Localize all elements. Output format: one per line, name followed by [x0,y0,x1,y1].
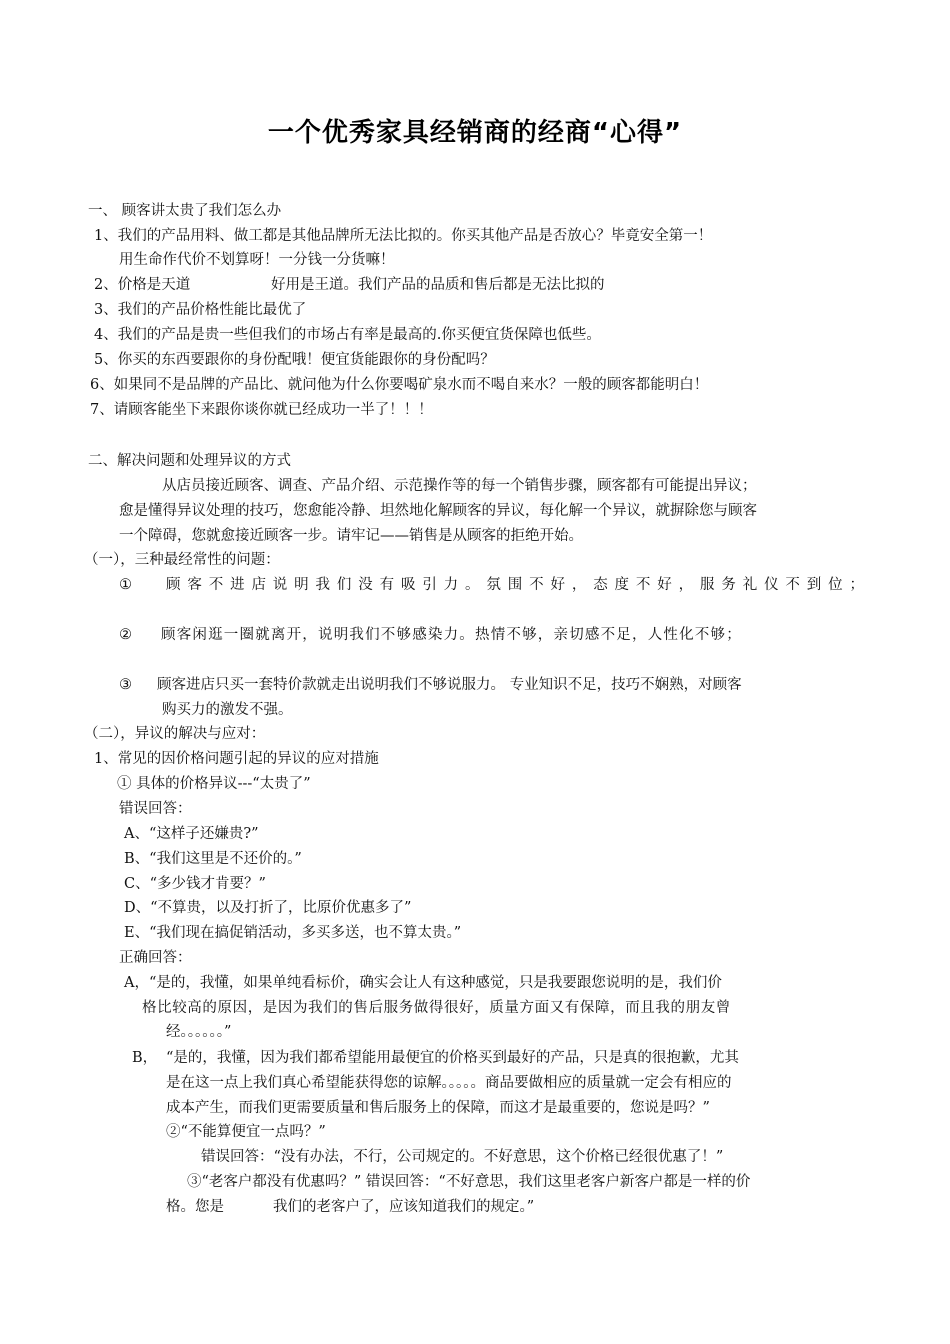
right-answers-label: 正确回答： [119,950,192,966]
section-2-intro-1: 从店员接近顾客、调查、产品介绍、示范操作等的每一个销售步骤，顾客都有可能提出异议； [162,478,757,494]
measure-2-wrong-answer: 错误回答：“没有办法，不行，公司规定的。不好意思，这个价格已经很优惠了！” [201,1149,724,1165]
measure-1-objection: ① 具体的价格异议---“太贵了” [117,776,311,792]
right-answer-a-cont-1: 格比较高的原因，是因为我们的售后服务做得很好，质量方面又有保障，而且我的朋友曾 [142,1000,731,1016]
section-2-heading: 二、解决问题和处理异议的方式 [88,453,291,469]
section-1-item-6: 6、如果同不是品牌的产品比、就问他为什么你要喝矿泉水而不喝自来水？一般的顾客都能明白！ [90,377,709,393]
problem-2-number: ② [119,627,132,643]
problem-3-text: 顾客进店只买一套特价款就走出说明我们不够说服力。 专业知识不足，技巧不娴熟，对顾客 [157,677,742,693]
right-answer-a-cont-2: 经。。。。。。” [166,1024,232,1040]
wrong-answer-e: E、“我们现在搞促销活动，多买多送，也不算太贵。” [124,925,462,941]
section-1-item-1-cont: 用生命作代价不划算呀！一分钱一分货嘛！ [119,252,395,268]
measure-3-objection: ③“老客户都没有优惠吗？” 错误回答：“不好意思，我们这里老客户新客户都是一样的价 [187,1174,751,1190]
section-1-item-7: 7、请顾客能坐下来跟你谈你就已经成功一半了！！！ [90,402,433,418]
measure-2-objection: ②“不能算便宜一点吗？” [166,1124,326,1140]
measure-1: 1、常见的因价格问题引起的异议的应对措施 [94,751,379,767]
section-2-intro-2: 愈是懂得异议处理的技巧，您愈能冷静、坦然地化解顾客的异议，每化解一个异议，就摒除您与顾客 [119,503,757,519]
right-answer-b-label: B， [132,1050,158,1066]
problem-3-number: ③ [119,677,132,693]
section-1-item-5: 5、你买的东西要跟你的身份配哦！便宜货能跟你的身份配吗？ [94,352,495,368]
right-answer-b-cont-2: 成本产生，而我们更需要质量和售后服务上的保障，而这才是最重要的，您说是吗？” [166,1100,710,1116]
wrong-answer-c: C、“多少钱才肯要？” [124,876,266,892]
measure-3-cont-a: 格。您是 [166,1199,224,1215]
section-1-heading: 一、 顾客讲太贵了我们怎么办 [88,203,282,219]
section-1-item-2b: 好用是王道。我们产品的品质和售后都是无法比拟的 [271,277,605,293]
section-1-item-3: 3、我们的产品价格性能比最优了 [94,302,307,318]
problem-3-text-cont: 购买力的激发不强。 [162,702,293,718]
subsection-2-heading: （二），异议的解决与应对： [84,726,266,742]
section-1-item-2a: 2、价格是天道 [94,277,191,293]
problem-2-text: 顾客闲逛一圈就离开，说明我们不够感染力。热情不够，亲切感不足，人性化不够； [161,627,742,643]
section-2-intro-3: 一个障碍，您就愈接近顾客一步。请牢记——销售是从顾客的拒绝开始。 [119,528,583,544]
problem-1-number: ① [119,577,132,593]
problem-1-text: 顾 客 不 进 店 说 明 我 们 没 有 吸 引 力 。 氛 围 不 好 ， 态 度 不 好 ， 服 务 礼 仪 不 到 位 ； [166,577,864,593]
wrong-answer-b: B、“我们这里是不还价的。” [124,851,302,867]
subsection-1-heading: （一），三种最经常性的问题： [84,552,280,568]
wrong-answers-label: 错误回答： [119,801,192,817]
right-answer-b-cont-1: 是在这一点上我们真心希望能获得您的谅解。。。。。商品要做相应的质量就一定会有相应的 [166,1075,732,1091]
section-1-item-1: 1、我们的产品用料、做工都是其他品牌所无法比拟的。你买其他产品是否放心？毕竟安全第一！ [94,228,713,244]
right-answer-a: A，“是的，我懂，如果单纯看标价，确实会让人有这种感觉，只是我要跟您说明的是，我们价 [124,975,722,991]
wrong-answer-d: D、“不算贵，以及打折了，比原价优惠多了” [124,900,412,916]
section-1-item-4: 4、我们的产品是贵一些但我们的市场占有率是最高的.你买便宜货保障也低些。 [94,327,601,343]
right-answer-b: “是的，我懂，因为我们都希望能用最便宜的价格买到最好的产品，只是真的很抱歉，尤其 [166,1050,739,1066]
document-title: 一个优秀家具经销商的经商“心得” [267,118,683,148]
wrong-answer-a: A、“这样子还嫌贵?” [124,826,259,842]
measure-3-cont-b: 我们的老客户了，应该知道我们的规定。” [273,1199,535,1215]
